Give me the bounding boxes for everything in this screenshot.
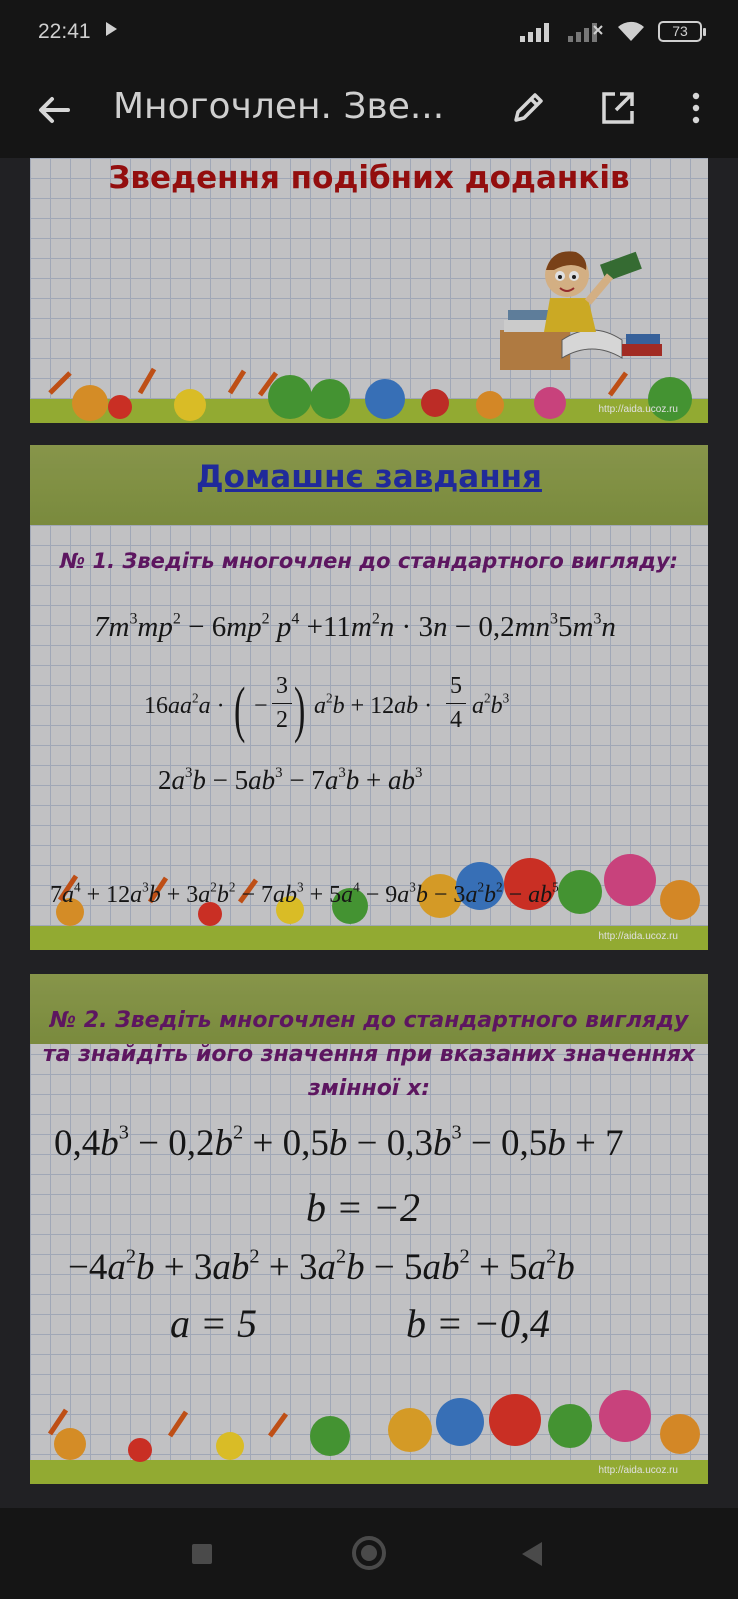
source-url: http://aida.ucoz.ru bbox=[598, 931, 678, 942]
source-url: http://aida.ucoz.ru bbox=[598, 404, 678, 415]
signal-icon bbox=[520, 20, 556, 42]
slide-homework: Домашнє завдання № 1. Зведіть многочлен до стандартного вигляду: $7m^3mp^2 - 6mp^2$ $p^4 +11m^2n \cdot 3n - 0,2mn^35m^3n$ $16aa^2a$ · ( − 3 2 ) $a^2b + 12ab$ · 5 4 $a^2b^3$ $2a^3b - 5ab^3 - 7a^3b + ab^3$ $7a^4 + 12a^3b + 3a^2b^2 - 7ab^3 + 5a^4 - 9a^3b - 3a^2b^2 - ab^5$ http://aida.ucoz.ru bbox=[30, 445, 708, 950]
back-arrow-icon[interactable] bbox=[34, 90, 74, 130]
expression-1: $7m^3mp^2 - 6mp^2$ $p^4 +11m^2n \cdot 3n - 0,2mn^35m^3n$ bbox=[94, 610, 616, 643]
status-icons bbox=[520, 20, 702, 42]
slide-title bbox=[30, 158, 708, 423]
expression-3: $2a^3b - 5ab^3 - 7a^3b + ab^3$ bbox=[158, 765, 423, 795]
value-b-1: b = −2 bbox=[306, 1185, 420, 1230]
home-icon[interactable] bbox=[352, 1536, 386, 1570]
battery-icon: 73 bbox=[658, 21, 702, 42]
expression-6: $-4a^2b + 3ab^2 + 3a^2b - 5ab^2 + 5a^2b$ bbox=[68, 1245, 575, 1288]
task-2-heading: № 2. Зведіть многочлен до стандартного вигляду та знайдіть його значення при вказаних значеннях змінної х: bbox=[42, 1008, 696, 1101]
app-bar bbox=[0, 66, 738, 158]
slide-task-2 bbox=[30, 974, 708, 1484]
homework-title[interactable]: Домашнє завдання bbox=[196, 459, 542, 495]
recents-icon[interactable] bbox=[192, 1544, 212, 1564]
edit-pencil-icon[interactable] bbox=[508, 88, 548, 128]
value-a: a = 5 bbox=[170, 1301, 257, 1346]
slides-viewer[interactable] bbox=[0, 158, 738, 1508]
value-b-2: b = −0,4 bbox=[406, 1301, 550, 1346]
slide-title-text: Зведення подібних доданків bbox=[108, 160, 630, 196]
task-1-heading: № 1. Зведіть многочлен до стандартного вигляду: bbox=[59, 549, 679, 573]
open-external-icon[interactable] bbox=[598, 88, 638, 128]
status-time: 22:41 bbox=[38, 20, 91, 43]
expression-4: $7a^4 + 12a^3b + 3a^2b^2 - 7ab^3 + 5a^4 - 9a^3b - 3a^2b^2 - ab^5$ bbox=[50, 879, 559, 908]
source-url: http://aida.ucoz.ru bbox=[598, 1465, 678, 1476]
signal-no-service-icon bbox=[568, 20, 604, 42]
navigation-bar bbox=[0, 1508, 738, 1599]
document-title: Многочлен. Зве... bbox=[113, 86, 445, 127]
wifi-icon bbox=[616, 20, 646, 42]
play-icon bbox=[106, 22, 117, 36]
more-vert-icon[interactable] bbox=[686, 88, 706, 128]
nav-back-icon[interactable] bbox=[522, 1542, 542, 1566]
status-bar bbox=[0, 0, 738, 66]
expression-5: $0,4b^3 - 0,2b^2 + 0,5b - 0,3b^3 - 0,5b + 7$ bbox=[54, 1121, 624, 1164]
